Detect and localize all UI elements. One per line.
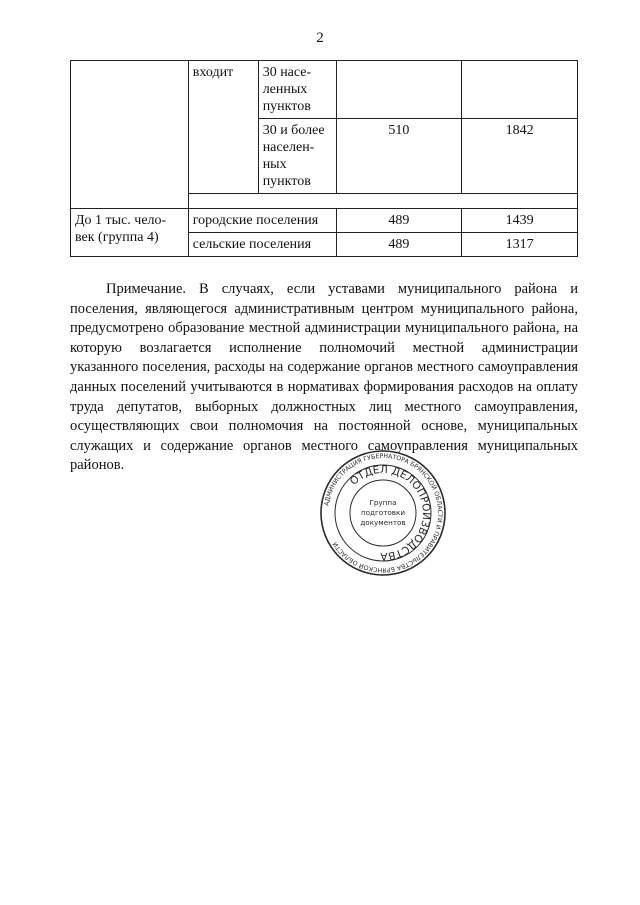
data-table bbox=[70, 60, 578, 257]
cell-line: ленных bbox=[262, 82, 308, 97]
cell-line: век (группа 4) bbox=[75, 230, 159, 245]
cell-line: пунктов bbox=[262, 174, 311, 189]
table-row bbox=[71, 61, 578, 119]
cell-line: ных bbox=[262, 157, 287, 172]
table-cell-value bbox=[336, 61, 462, 119]
seal-center-line: документов bbox=[360, 518, 406, 527]
table-cell-settlement-type: городские поселения bbox=[188, 209, 336, 233]
table-cell-value: 489 bbox=[336, 209, 462, 233]
table-cell-value: 1439 bbox=[462, 209, 578, 233]
cell-line: населен- bbox=[262, 140, 315, 155]
cell-line: До 1 тыс. чело- bbox=[75, 213, 167, 228]
seal-center-line: Группа bbox=[369, 498, 397, 507]
cell-line: пунктов bbox=[262, 99, 311, 114]
table-cell-value bbox=[462, 61, 578, 119]
cell-line: 30 насе- bbox=[262, 65, 312, 80]
table-cell-value: 1842 bbox=[462, 119, 578, 194]
table-cell-group bbox=[71, 61, 189, 209]
table-cell-value: 510 bbox=[336, 119, 462, 194]
cell-line: 30 и более bbox=[262, 123, 325, 138]
table-cell-spacer bbox=[188, 194, 577, 209]
note-paragraph: Примечание. В случаях, если уставами муниципального района и поселения, являющегося административным центром муниципального района, предусмотрено образование местной администрации муниципального района, на которую возлагается исполнение полномочий местной администрации указанного поселения, расходы на содержание органов местного самоуправления данных поселений учитываются в нормативах формирования расходов на оплату труда депутатов, выборных должностных лиц местного самоуправления, осуществляющих свои полномочия на постоянной основе, муниципальных служащих и содержание органов местного самоуправления муниципальных районов. bbox=[70, 281, 578, 474]
table-cell-group bbox=[71, 209, 189, 257]
table-cell-settlements bbox=[258, 119, 336, 194]
table-cell-settlements bbox=[258, 61, 336, 119]
seal-outer-text: АДМИНИСТРАЦИЯ ГУБЕРНАТОРА БРЯНСКОЙ ОБЛАСТИ И ПРАВИТЕЛЬСТВА БРЯНСКОЙ ОБЛАСТИ bbox=[323, 452, 444, 574]
table-cell-value: 489 bbox=[336, 233, 462, 257]
official-seal-stamp bbox=[318, 448, 448, 578]
page-number: 2 bbox=[316, 30, 324, 46]
table-cell-condition: входит bbox=[188, 61, 258, 194]
table-cell-settlement-type: сельские поселения bbox=[188, 233, 336, 257]
seal-ring-text: ОТДЕЛ ДЕЛОПРОИЗВОДСТВА bbox=[347, 463, 433, 563]
seal-center-line: подготовки bbox=[360, 508, 406, 517]
table-row bbox=[71, 209, 578, 233]
table-cell-value: 1317 bbox=[462, 233, 578, 257]
